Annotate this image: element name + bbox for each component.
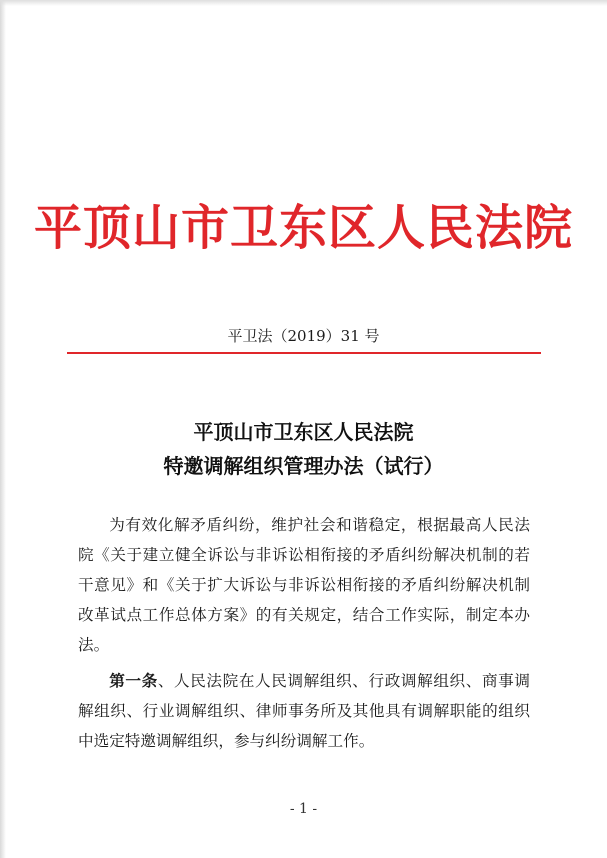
document-title-line2: 特邀调解组织管理办法（试行）: [163, 454, 444, 478]
red-header-organization: 平顶山市卫东区人民法院: [33, 200, 573, 256]
page-number: - 1 -: [289, 801, 318, 817]
document-body: [78, 510, 530, 762]
article-1-paragraph: [78, 666, 530, 756]
article-1-text: 、人民法院在人民调解组织、行政调解组织、商事调解组织、行业调解组织、律师事务所及其他具有调解职能的组织中选定特邀调解组织，参与纠纷调解工作。: [78, 672, 530, 750]
article-1-heading: 第一条: [109, 672, 158, 690]
document-title-line1: 平顶山市卫东区人民法院: [193, 420, 414, 444]
document-number: 平卫法（2019）31 号: [227, 327, 380, 345]
red-divider-line: [67, 352, 541, 354]
scan-shadow-top: [0, 0, 607, 6]
intro-paragraph: 为有效化解矛盾纠纷，维护社会和谐稳定，根据最高人民法院《关于建立健全诉讼与非诉讼相衔接的矛盾纠纷解决机制的若干意见》和《关于扩大诉讼与非诉讼相衔接的矛盾纠纷解决机制改革试点工作总体方案》的有关规定，结合工作实际，制定本办法。: [78, 516, 530, 654]
